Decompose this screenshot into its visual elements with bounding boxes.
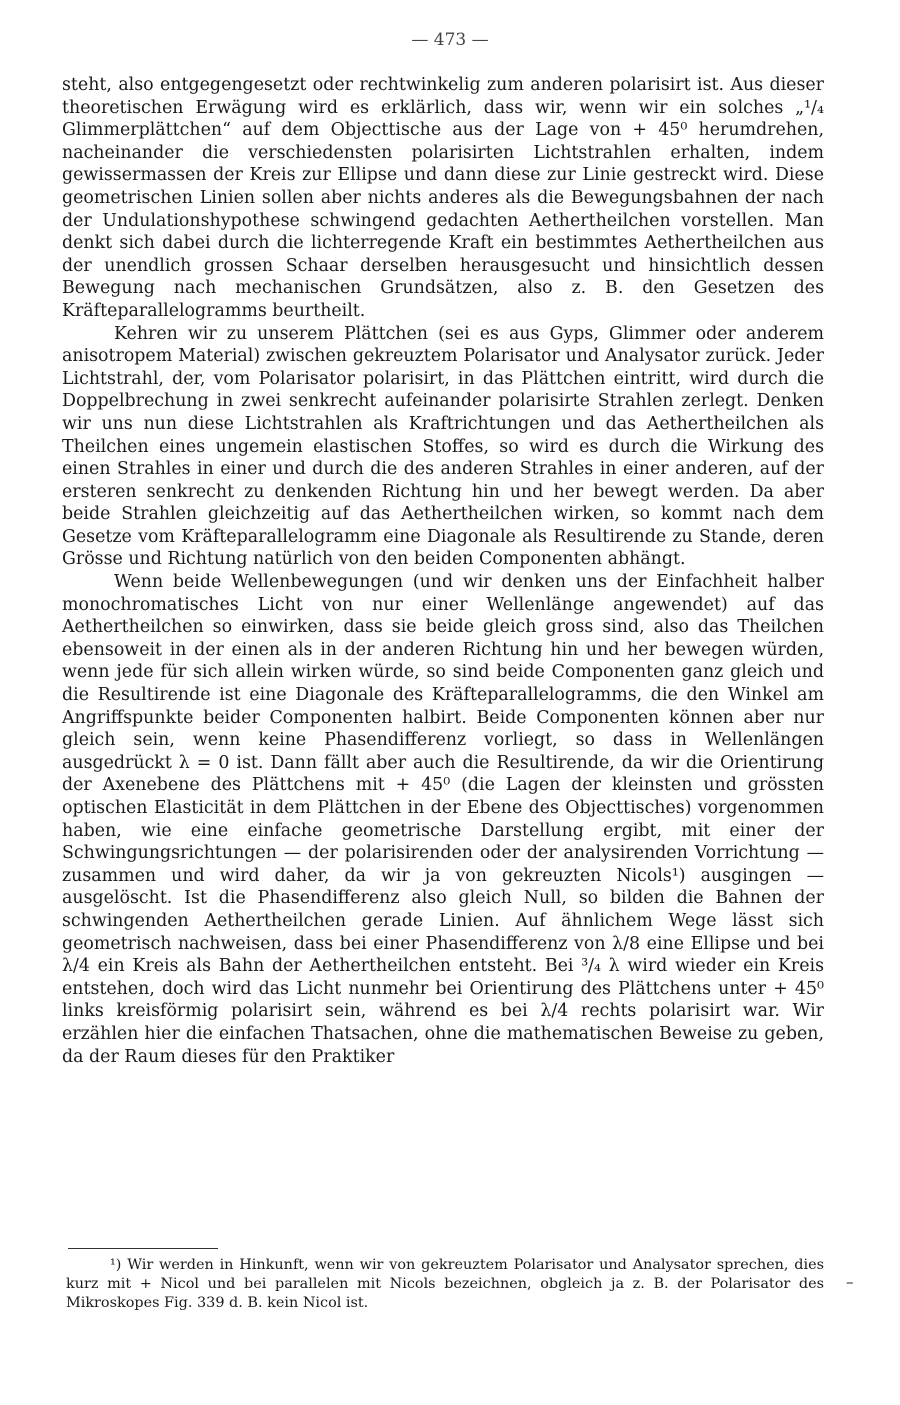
body-text	[62, 74, 824, 1068]
page-number: — 473 —	[411, 30, 489, 50]
paragraph-3: Wenn beide Wellenbewegungen (und wir denken uns der Einfachheit halber monochromatisches Licht von nur einer Wellenlänge angewendet) auf das Aethertheilchen so einwirken, dass sie beide gleich gross sind, also das Theilchen ebensoweit in der einen als in der anderen Richtung hin und her bewegen würden, wenn jede für sich allein wirken würde, so sind beide Componenten ganz gleich und die Resultirende ist eine Diagonale des Kräfteparallelogramms, die den Winkel am Angriffspunkte beider Componenten halbirt. Beide Componenten können aber nur gleich sein, wenn keine Phasendifferenz vorliegt, so dass in Wellenlängen ausgedrückt λ = 0 ist. Dann fällt aber auch die Resultirende, da wir die Orientirung der Axenebene des Plättchens mit + 45⁰ (die Lagen der kleinsten und grössten optischen Elasticität in dem Plättchen in der Ebene des Objecttisches) vorgenommen haben, wie eine einfache geometrische Darstellung ergibt, mit einer der Schwingungsrichtungen — der polarisirenden oder der analysirenden Vorrichtung — zusammen und wird daher, da wir ja von gekreuzten Nicols¹) ausgingen — ausgelöscht. Ist die Phasendifferenz also gleich Null, so bilden die Bahnen der schwingenden Aethertheilchen gerade Linien. Auf ähnlichem Wege lässt sich geometrisch nachweisen, dass bei einer Phasendifferenz von λ/8 eine Ellipse und bei λ/4 ein Kreis als Bahn der Aethertheilchen entsteht. Bei ³/₄ λ wird wieder ein Kreis entstehen, doch wird das Licht nunmehr bei Orientirung des Plättchens unter + 45⁰ links kreisförmig polarisirt sein, während es bei λ/4 rechts polarisirt war. Wir erzählen hier die einfachen Thatsachen, ohne die mathematischen Beweise zu geben, da der Raum dieses für den Praktiker	[62, 572, 824, 1067]
footnotes	[66, 1256, 824, 1313]
footnote-1: ¹) Wir werden in Hinkunft, wenn wir von gekreuztem Polarisator und Analysator sprechen, dies kurz mit + Nicol und bei parallelen mit Nicols bezeichnen, obgleich ja z. B. der Polarisator des Mikroskopes Fig. 339 d. B. kein Nicol ist.	[66, 1257, 824, 1311]
paragraph-1: steht, also entgegengesetzt oder rechtwinkelig zum anderen polarisirt ist. Aus dieser theoretischen Erwägung wird es erklärlich, dass wir, wenn wir ein solches „¹/₄ Glimmerplättchen“ auf dem Objecttische aus der Lage von + 45⁰ herumdrehen, nacheinander die verschiedensten polarisirten Lichtstrahlen erhalten, indem gewissermassen der Kreis zur Ellipse und dann diese zur Linie gestreckt wird. Diese geometrischen Linien sollen aber nichts anderes als die Bewegungsbahnen der nach der Undulationshypothese schwingend gedachten Aethertheilchen vorstellen. Man denkt sich dabei durch die lichterregende Kraft ein bestimmtes Aethertheilchen aus der unendlich grossen Schaar derselben herausgesucht und hinsichtlich dessen Bewegung nach mechanischen Grundsätzen, also z. B. den Gesetzen des Kräfteparallelogramms beurtheilt.	[62, 75, 824, 321]
paragraph-2: Kehren wir zu unserem Plättchen (sei es aus Gyps, Glimmer oder anderem anisotropem Material) zwischen gekreuztem Polarisator und Analysator zurück. Jeder Lichtstrahl, der, vom Polarisator polarisirt, in das Plättchen eintritt, wird durch die Doppelbrechung in zwei senkrecht aufeinander polarisirte Strahlen zerlegt. Denken wir uns nun diese Lichtstrahlen als Kraftrichtungen und das Aethertheilchen als Theilchen eines ungemein elastischen Stoffes, so wird es durch die Wirkung des einen Strahles in einer und durch die des anderen Strahles in einer anderen, auf der ersteren senkrecht zu denkenden Richtung hin und her bewegt werden. Da aber beide Strahlen gleichzeitig auf das Aethertheilchen wirken, so kommt nach dem Gesetze vom Kräfteparallelogramm eine Diagonale als Resultirende zu Stande, deren Grösse und Richtung natürlich von den beiden Componenten abhängt.	[62, 323, 824, 570]
margin-mark: –	[846, 1273, 854, 1291]
footnote-divider	[68, 1248, 218, 1249]
